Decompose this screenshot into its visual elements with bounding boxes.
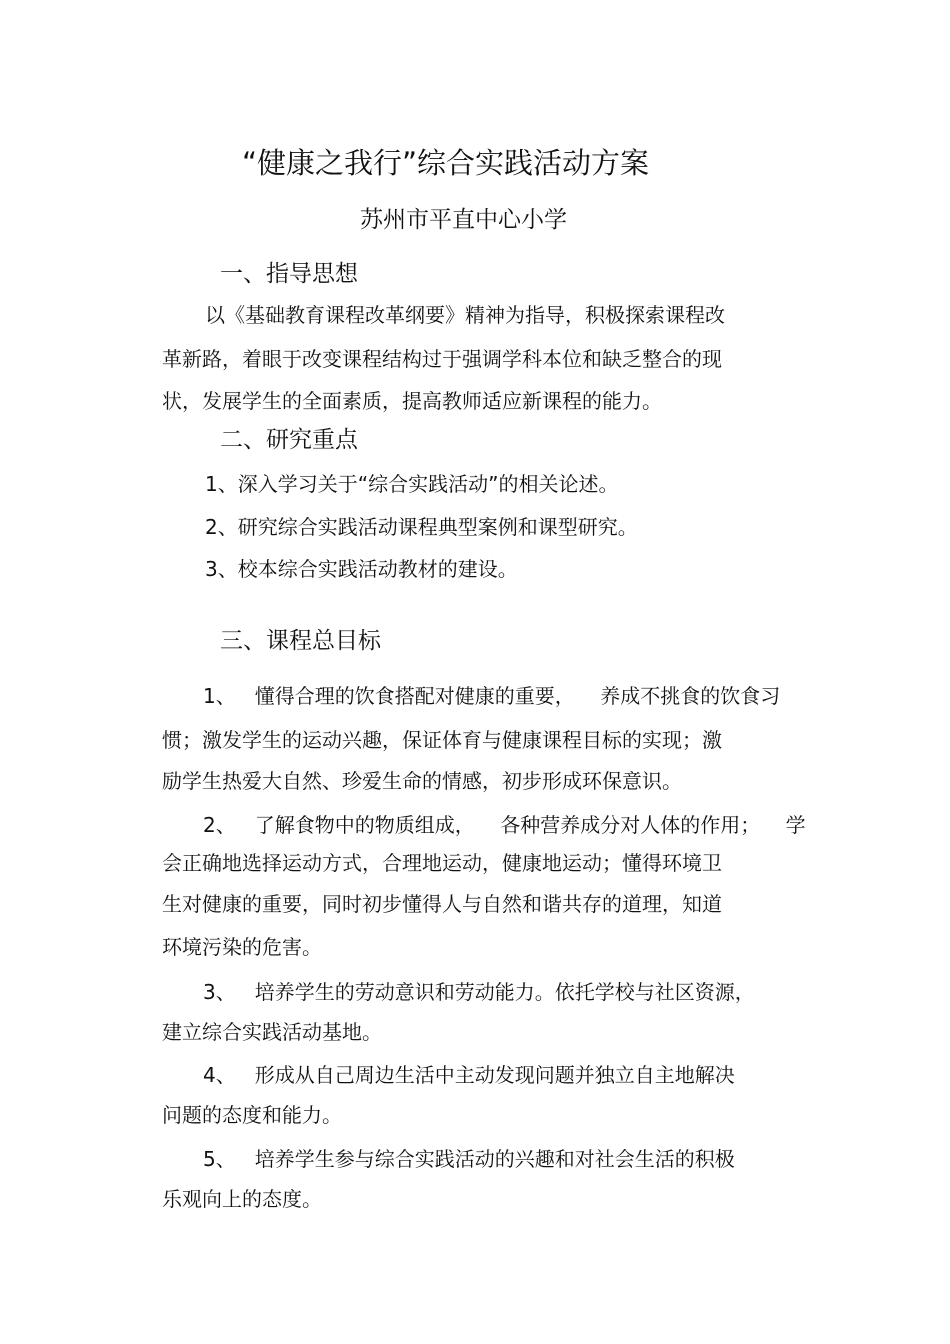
document-title: “健康之我行”综合实践活动方案 xyxy=(242,146,650,180)
paragraph-line: 4、 形成从自己周边生活中主动发现问题并独立自主地解决 xyxy=(203,1063,735,1087)
paragraph-line: 励学生热爱大自然、珍爱生命的情感，初步形成环保意识。 xyxy=(162,769,682,793)
paragraph-line: 3、 培养学生的劳动意识和劳动能力。依托学校与社区资源， xyxy=(203,980,755,1004)
list-item: 3、校本综合实践活动教材的建设。 xyxy=(205,557,518,581)
section-heading: 一、指导思想 xyxy=(220,261,358,287)
paragraph-line: 2、 了解食物中的物质组成， 各种营养成分对人体的作用； 学 xyxy=(203,813,806,837)
paragraph-line: 问题的态度和能力。 xyxy=(162,1103,342,1127)
paragraph-line: 生对健康的重要，同时初步懂得人与自然和谐共存的道理，知道 xyxy=(162,892,722,916)
section-heading: 三、课程总目标 xyxy=(220,628,381,654)
paragraph-line: 状，发展学生的全面素质，提高教师适应新课程的能力。 xyxy=(162,389,662,413)
paragraph-line: 乐观向上的态度。 xyxy=(162,1187,322,1211)
list-item: 2、研究综合实践活动课程典型案例和课型研究。 xyxy=(205,515,638,539)
paragraph-line: 5、 培养学生参与综合实践活动的兴趣和对社会生活的积极 xyxy=(203,1147,735,1171)
paragraph-line: 建立综合实践活动基地。 xyxy=(162,1020,382,1044)
paragraph-line: 革新路，着眼于改变课程结构过于强调学科本位和缺乏整合的现 xyxy=(162,347,722,371)
paragraph-line: 惯；激发学生的运动兴趣，保证体育与健康课程目标的实现；激 xyxy=(162,728,722,752)
list-item: 1、深入学习关于“综合实践活动”的相关论述。 xyxy=(205,472,619,496)
document-subtitle: 苏州市平直中心小学 xyxy=(360,207,567,233)
section-heading: 二、研究重点 xyxy=(220,427,358,453)
paragraph-line: 以《基础教育课程改革纲要》精神为指导，积极探索课程改 xyxy=(205,303,725,327)
paragraph-line: 环境污染的危害。 xyxy=(162,935,322,959)
paragraph-line: 会正确地选择运动方式，合理地运动，健康地运动；懂得环境卫 xyxy=(162,851,722,875)
paragraph-line: 1、 懂得合理的饮食搭配对健康的重要， 养成不挑食的饮食习 xyxy=(203,684,781,708)
